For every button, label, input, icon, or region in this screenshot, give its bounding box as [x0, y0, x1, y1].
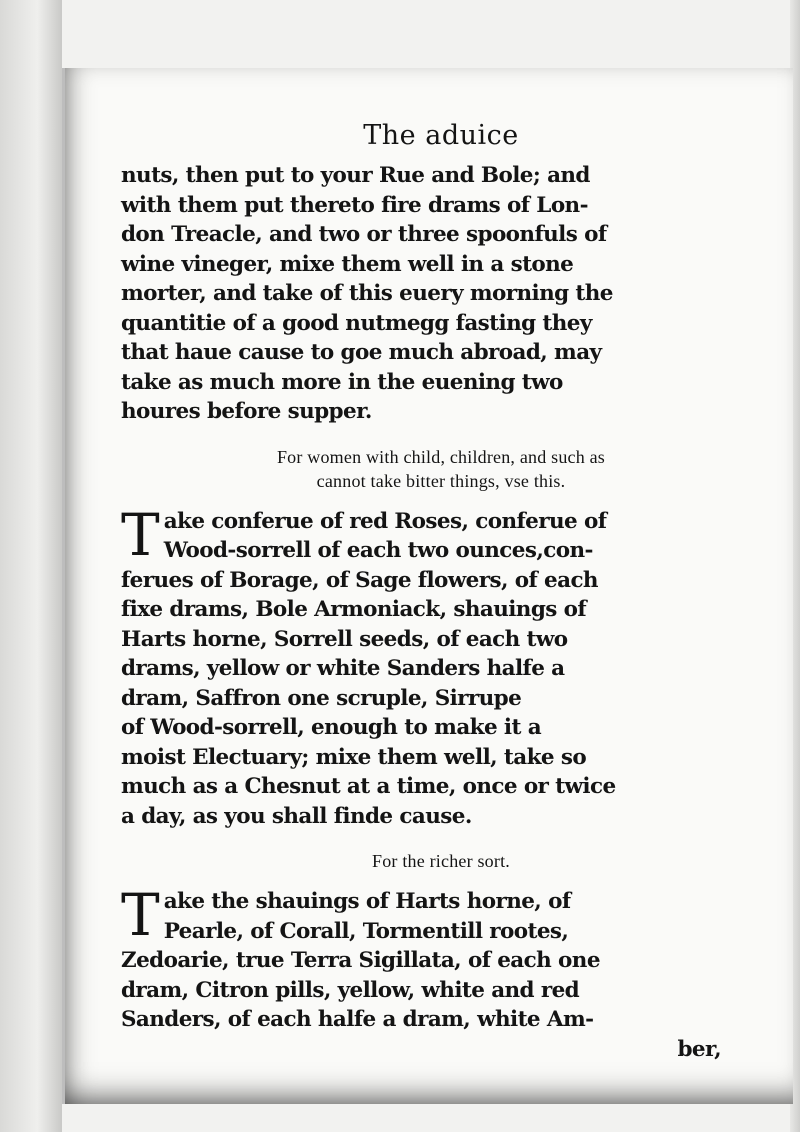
- text-line: dram, Saffron one scruple, Sirrupe: [121, 685, 522, 711]
- text-line: with them put thereto fire drams of Lon-: [121, 192, 588, 218]
- text-line: of Wood-sorrell, enough to make it a: [121, 715, 542, 740]
- text-line: nuts, then put to your Rue and Bole; and: [121, 163, 590, 188]
- section-3: [121, 887, 761, 1035]
- text-line: take as much more in the euening two: [121, 369, 563, 395]
- caption-women-children: [121, 445, 761, 493]
- text-line: drams, yellow or white Sanders halfe a: [121, 656, 565, 681]
- text-line: don Treacle, and two or three spoonfuls of: [121, 222, 607, 247]
- text-line: Sanders, of each halfe a dram, white Am-: [121, 1007, 594, 1032]
- text-line: houres before supper.: [121, 399, 372, 424]
- text-line: quantitie of a good nutmegg fasting they: [121, 310, 592, 336]
- text-line: Pearle, of Corall, Tormentill rootes,: [163, 918, 569, 944]
- book-page: [62, 68, 793, 1104]
- caption-line: cannot take bitter things, vse this.: [316, 470, 566, 491]
- book-spine-shadow: [0, 0, 62, 1132]
- text-line: dram, Citron pills, yellow, white and red: [121, 977, 580, 1003]
- text-line: Zedoarie, true Terra Sigillata, of each one: [121, 948, 600, 973]
- catchword: ber,: [677, 1036, 721, 1062]
- running-head: The aduice: [363, 120, 519, 151]
- drop-cap: T: [121, 506, 160, 569]
- text-line: wine vineger, mixe them well in a stone: [121, 251, 574, 277]
- text-line: ake conferue of red Roses, conferue of: [163, 508, 607, 534]
- text-line: morter, and take of this euery morning the: [121, 281, 613, 306]
- text-line: Harts horne, Sorrell seeds, of each two: [121, 626, 568, 652]
- text-line: ake the shauings of Harts horne, of: [163, 889, 571, 914]
- section-2: [121, 507, 761, 832]
- page-text: [121, 120, 761, 1064]
- text-line: fixe drams, Bole Armoniack, shauings of: [121, 597, 587, 622]
- drop-cap: T: [121, 887, 160, 949]
- text-line: Wood-sorrell of each two ounces,con-: [163, 538, 593, 563]
- text-line: that haue cause to goe much abroad, may: [121, 340, 602, 365]
- text-line: ferues of Borage, of Sage flowers, of each: [121, 567, 598, 593]
- caption-richer-sort: For the richer sort.: [372, 851, 510, 871]
- caption-line: For women with child, children, and such as: [276, 446, 606, 467]
- text-line: much as a Chesnut at a time, once or twice: [121, 774, 616, 799]
- text-line: moist Electuary; mixe them well, take so: [121, 744, 587, 770]
- section-1: [121, 161, 761, 427]
- text-line: a day, as you shall finde cause.: [121, 803, 472, 829]
